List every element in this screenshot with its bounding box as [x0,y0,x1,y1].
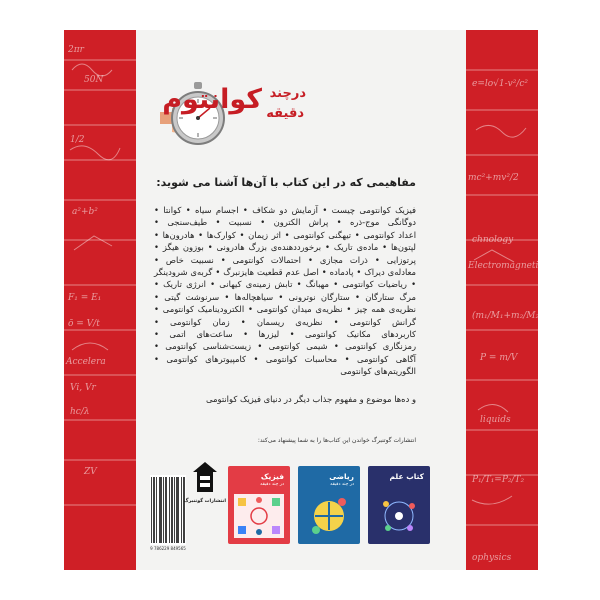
svg-text:2πr: 2πr [68,45,84,55]
topic-separator: • [301,254,320,265]
topic-item: محاسبات کوانتومی [265,353,338,364]
topic-item: مهبانگ [305,279,330,290]
topic-item: فیزیک کوانتومی چیست [331,205,417,215]
topic-item: ستارگان نوترونی [288,291,350,302]
book-subtitle-label: در چند دقیقه [260,482,284,487]
topic-item: نسبیت خاص [165,254,214,265]
book-thumbnail-science [368,466,430,544]
topic-item: کامپیوترهای کوانتومی [166,353,247,364]
svg-text:Electromagnetism: Electromagnetism [468,261,552,271]
book-title [150,86,350,146]
topic-separator: • [154,316,171,327]
topic-separator: • [181,205,196,215]
topic-separator: • [318,205,332,215]
topic-separator: • [194,229,207,240]
topic-item: آگاهی کوانتومی [356,353,417,364]
topic-item: آزمایش دو شکاف [252,205,319,215]
topic-item: احتمالات کوانتومی [232,254,301,265]
topic-separator: • [235,229,249,240]
topic-separator: • [154,242,163,253]
topic-item: گربه‌ی شرودینگر [154,267,213,278]
physics-illustration-icon [234,494,284,538]
svg-text:ZV: ZV [84,467,97,477]
topic-item: معادله‌ی دیراک [364,267,417,278]
book-title-label: کتاب علم [389,472,424,481]
topic-separator: • [251,217,274,228]
topic-separator: • [329,279,343,290]
topic-item: ذرات مجازی [319,254,368,265]
topic-separator: • [212,267,224,278]
topic-item: اجسام سیاه [195,205,239,215]
closing-line: و ده‌ها موضوع و مفهوم جذاب دیگر در دنیای فیزیک کوانتومی [206,394,416,404]
topic-separator: • [154,205,164,215]
publisher-name: انتشارات گوتنبرگ [183,499,226,504]
topic-item: اصل عدم قطعیت هایزنبرگ [223,267,319,278]
topic-separator: • [238,205,253,215]
svg-text:a²+b²: a²+b² [72,207,98,217]
topic-separator: • [378,242,391,253]
svg-text:1/2: 1/2 [70,135,85,145]
topic-item: پادماده [329,267,354,278]
svg-text:e=lo√1-v²/c²: e=lo√1-v²/c² [472,79,529,89]
topic-item: زمان کوانتومی [170,316,230,327]
topic-item: برخورددهنده‌ی بزرگ هادرونی [216,242,322,253]
book-title-label: فیزیک [260,472,284,481]
topic-separator: • [327,341,346,352]
intro-heading: مفاهیمی که در این کتاب با آن‌ها آشنا می شوید: [156,176,416,189]
topic-item: سرنوشت گیتی [164,291,220,302]
topic-separator: • [292,279,306,290]
book-subtitle-label: در چند دقیقه [330,482,354,487]
topic-item: انرژی تاریک [163,279,206,290]
svg-text:P₁/T₁=P₂/T₂: P₁/T₁=P₂/T₂ [472,475,525,485]
topic-item: الگوریتم‌های کوانتومی [340,366,416,377]
topic-separator: • [154,229,163,240]
topic-item: شیمی کوانتومی [268,341,328,352]
book-thumbnail-math [298,466,360,544]
topic-separator: • [281,229,294,240]
topic-item: پراش الکترون [273,217,329,228]
topic-separator: • [229,316,257,327]
title-main: کوانتوم [162,84,262,115]
topic-item: الکترودینامیک کوانتومی [162,304,245,315]
topic-item: نظریه‌ی همه چیز [355,304,416,315]
topic-separator: • [337,353,357,364]
topic-item: سیاهچاله‌ها [234,291,274,302]
topic-item: زیست‌شناسی کوانتومی [165,341,252,352]
svg-text:chnology: chnology [472,235,514,245]
topic-item: اعداد کوانتومی [363,229,417,240]
publisher-logo-icon [186,458,224,498]
topic-item: ماده‌ی تاریک [333,242,379,253]
barcode [150,475,186,545]
topic-separator: • [328,217,350,228]
topic-item: لپتون‌ها [390,242,416,253]
topic-item: کاربردهای مکانیک کوانتومی [305,329,416,340]
title-subtitle-top: درچند [269,86,306,101]
topic-separator: • [321,242,334,253]
topic-item: پرتوزایی [386,254,417,265]
topic-separator: • [203,242,217,253]
svg-text:hc/λ: hc/λ [70,407,90,417]
topic-separator: • [318,267,330,278]
topic-item: کوانتا [163,205,182,215]
math-illustration-icon [306,494,352,538]
topic-item: هادرون‌ها [162,229,195,240]
topic-separator: • [154,291,165,302]
svg-text:ophysics: ophysics [472,553,512,563]
topic-item: نسبیت [228,217,252,228]
topic-item: کوارک‌ها [206,229,236,240]
topic-item: مرگ ستارگان [365,291,416,302]
science-illustration-icon [376,494,422,538]
book-title-label: ریاضی [329,472,354,481]
barcode-number: 9 786229 849565 [150,546,186,551]
topic-separator: • [154,329,170,340]
topic-separator: • [154,304,163,315]
svg-text:F₁ = E₁: F₁ = E₁ [68,293,102,303]
topic-item: نظریه‌ی ریسمان [256,316,323,327]
publisher-recommendation: انتشارات گوتنبرگ خواندن این کتاب‌ها را به شما پیشنهاد می‌کند: [257,437,416,444]
topic-separator: • [232,329,259,340]
topic-item: طیف‌سنجی [167,217,208,228]
topic-separator: • [279,329,306,340]
svg-text:50N: 50N [84,75,104,85]
svg-text:Vi, Vr: Vi, Vr [70,383,96,393]
topics-list [154,204,416,378]
topic-separator: • [353,267,365,278]
topic-item: دوگانگی موج‌-ذره [349,217,417,228]
topic-separator: • [154,217,168,228]
svg-text:liquids: liquids [480,415,511,425]
topic-separator: • [244,304,257,315]
topic-separator: • [322,316,350,327]
topic-item: گرانش کوانتومی [349,316,416,327]
topic-separator: • [367,254,387,265]
topic-separator: • [154,353,167,364]
topic-item: نظریه‌ی میدان کوانتومی [256,304,343,315]
topic-separator: • [213,254,233,265]
topic-item: بوزون هیگز [162,242,204,253]
svg-text:ō = V/t: ō = V/t [68,319,100,329]
topic-item: تابش زمینه‌ی کیهانی [219,279,293,290]
topic-separator: • [406,279,417,290]
topic-item: ساعت‌های اتمی [169,329,233,340]
topic-separator: • [205,279,220,290]
svg-text:mc²+mv²/2: mc²+mv²/2 [468,173,519,183]
title-subtitle-bottom: دقیقه [266,106,304,121]
topic-separator: • [207,217,229,228]
topic-item: رمزنگاری کوانتومی [345,341,417,352]
book-thumbnail-physics [228,466,290,544]
topic-separator: • [154,279,164,290]
topic-separator: • [342,304,356,315]
topic-item: تیهگنی کوانتومی [293,229,352,240]
topic-item: ریاضیات کوانتومی [342,279,407,290]
topic-separator: • [273,291,289,302]
topic-item: اثر زیمان [248,229,282,240]
topic-separator: • [351,229,364,240]
svg-text:P = m/V: P = m/V [480,353,518,363]
topic-separator: • [154,254,166,265]
topic-separator: • [154,341,166,352]
svg-text:Accelera: Accelera [66,357,106,367]
topic-separator: • [349,291,366,302]
topic-separator: • [246,353,266,364]
recommended-books [228,466,433,544]
topic-separator: • [219,291,235,302]
topic-separator: • [251,341,269,352]
topic-item: لیزرها [258,329,280,340]
svg-text:(m₁/M₁+m₂/M₂): (m₁/M₁+m₂/M₂) [472,311,543,321]
